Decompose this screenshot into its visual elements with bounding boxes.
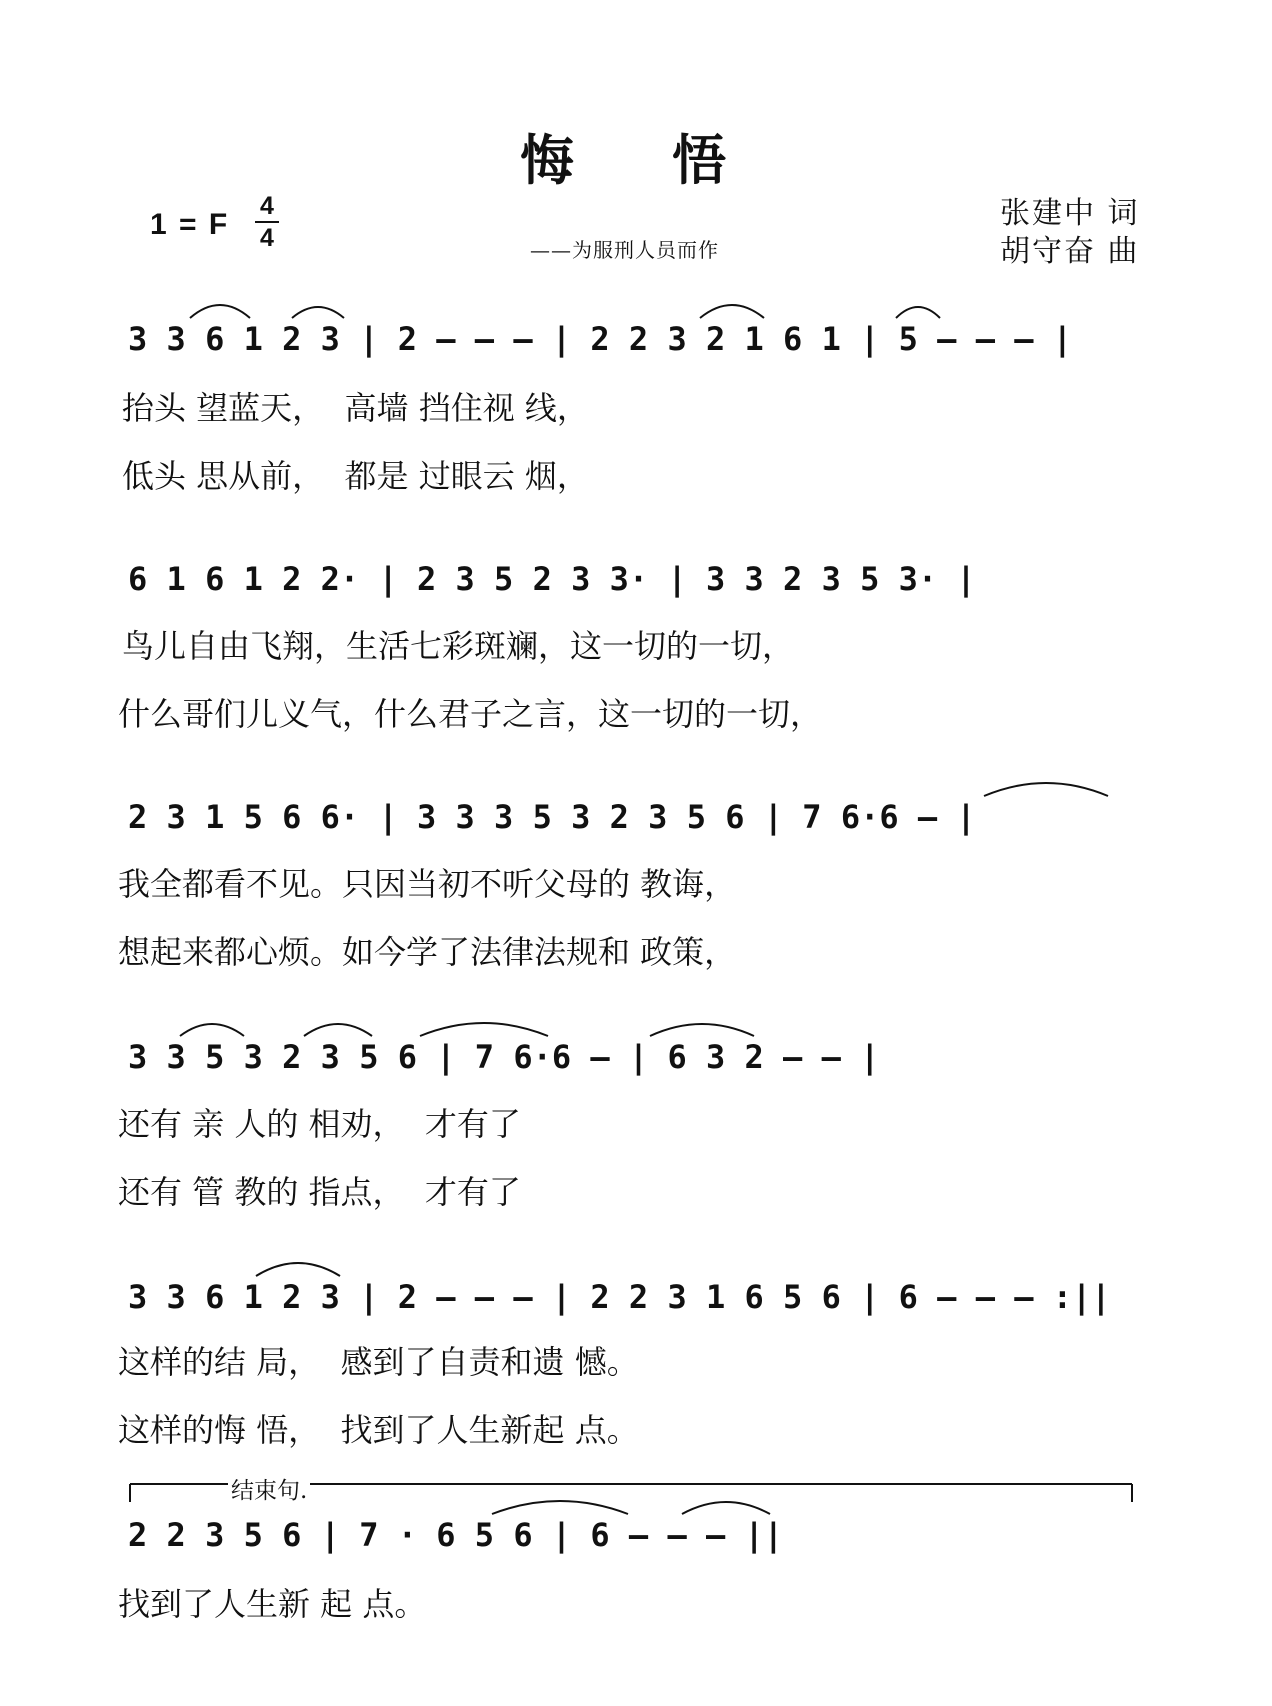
notation-line-1: 3 3 6 1 2 3 | 2 — — — | 2 2 3 2 1 6 1 | 5 — — — | — [128, 320, 1073, 358]
lyrics-line-3-verse-1: 我全都看不见。只因当初不听父母的 教诲， — [118, 865, 737, 903]
time-signature-bottom: 4 — [260, 224, 274, 252]
notation-line-4: 3 3 5 3 2 3 5 6 | 7 6·6 — | 6 3 2 — — | — [128, 1038, 880, 1076]
time-signature-top: 4 — [260, 192, 274, 220]
subtitle: ——为服刑人员而作 — [530, 238, 719, 262]
lyrics-line-2-verse-1: 鸟儿自由飞翔，生活七彩斑斓，这一切的一切， — [122, 627, 795, 665]
notation-line-2: 6 1 6 1 2 2· | 2 3 5 2 3 3· | 3 3 2 3 5 3· | — [128, 560, 976, 598]
lyrics-ending: 找到了人生新 起 点。 — [118, 1585, 427, 1623]
ending-label: 结束句. — [228, 1472, 310, 1505]
lyrics-line-5-verse-2: 这样的悔 悟， 找到了人生新起 点。 — [118, 1411, 639, 1449]
lyrics-line-5-verse-1: 这样的结 局， 感到了自责和遗 憾。 — [118, 1343, 639, 1381]
notation-ending: 2 2 3 5 6 | 7 · 6 5 6 | 6 — — — || — [128, 1516, 784, 1554]
lyrics-line-1-verse-1: 抬头 望蓝天， 高墙 挡住视 线， — [122, 389, 589, 427]
lyrics-line-4-verse-1: 还有 亲 人的 相劝， 才有了 — [118, 1105, 521, 1143]
key-signature: 1 = F — [150, 208, 230, 241]
lyrics-line-4-verse-2: 还有 管 教的 指点， 才有了 — [118, 1173, 521, 1211]
title-char-2: 悟 — [672, 128, 726, 192]
notation-line-5: 3 3 6 1 2 3 | 2 — — — | 2 2 3 1 6 5 6 | 6 — — — :|| — [128, 1278, 1111, 1316]
lyrics-line-2-verse-2: 什么哥们儿义气，什么君子之言，这一切的一切， — [118, 695, 823, 733]
composer: 胡守奋 曲 — [1000, 234, 1140, 269]
lyrics-line-1-verse-2: 低头 思从前， 都是 过眼云 烟， — [122, 457, 589, 495]
notation-line-3: 2 3 1 5 6 6· | 3 3 3 5 3 2 3 5 6 | 7 6·6 — | — [128, 798, 976, 836]
lyrics-line-3-verse-2: 想起来都心烦。如今学了法律法规和 政策， — [118, 933, 737, 971]
title-char-1: 悔 — [520, 128, 574, 192]
lyricist: 张建中 词 — [1000, 196, 1140, 231]
